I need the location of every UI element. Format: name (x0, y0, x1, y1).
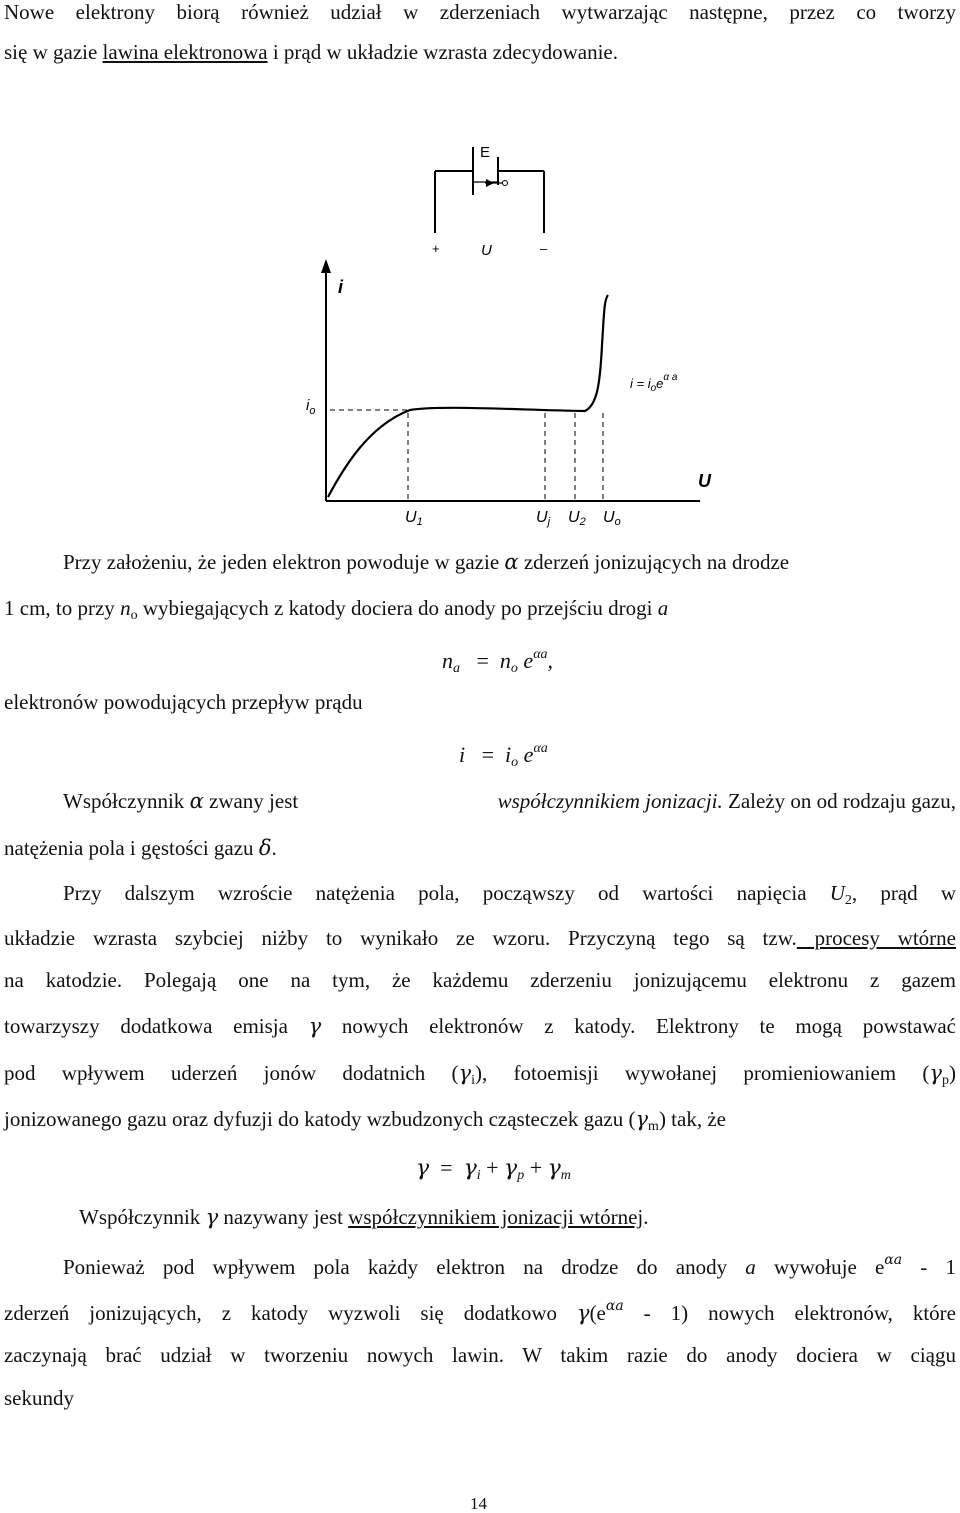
para2: elektronów powodujących przepływ prądu (4, 690, 363, 714)
para6-line-2: zderzeń jonizujących, z katody wyzwoli się dodatkowo $\gamma(e^{\alpha a} - 1)$ nowych elektronów, które (4, 1298, 956, 1325)
avalanche-current-figure (0, 135, 960, 535)
source-label: E (480, 144, 491, 161)
voltage-label: U (481, 242, 492, 259)
equation-gamma: $\gamma = \gamma_i + \gamma_p + \gamma_m$ (416, 1155, 571, 1183)
para3-line-1b: współczynnikiem jonizacji. Zależy on od rodzaju gazu, (497, 789, 956, 813)
para4-line-5: pod wpływem uderzeń jonów dodatnich $(\gamma_i)$, fotoemisji wywołanej promieniowaniem $(\gamma_p)$ (4, 1061, 956, 1088)
y-axis-label: i (338, 277, 344, 297)
x-axis-label: U (698, 471, 711, 491)
intro-line-2: się w gazie lawina elektronowa i prąd w układzie wzrasta zdecydowanie. (4, 40, 619, 64)
link-lawina-elektronowa[interactable]: lawina elektronowa (102, 40, 268, 64)
current-voltage-curve (328, 295, 608, 497)
formula-label: $i = i_oe^{\alpha a}$ (630, 372, 678, 394)
slider-arrowhead (486, 179, 494, 187)
link-procesy-wtorne[interactable]: procesy wtórne (796, 926, 956, 950)
para3-line-1a: Współczynnik α zwany jest (63, 789, 299, 813)
tick-uj: Uj (536, 509, 551, 528)
page-number: 14 (470, 1494, 487, 1513)
plus-label: + (432, 241, 440, 256)
para6-line-3: zaczynają brać udział w tworzeniu nowych lawin. W takim razie do anody dociera w ciągu (4, 1343, 956, 1367)
para1-line-1: Przy założeniu, że jeden elektron powoduje w gazie α zderzeń jonizujących na drodze (63, 550, 790, 574)
para1-line-2: 1 cm, to przy $n_o$ wybiegających z katody dociera do anody po przejściu drogi a (4, 596, 669, 623)
intro-line-1: Nowe elektrony biorą również udział w zderzeniach wytwarzając następne, przez co tworzy (4, 0, 956, 24)
slider-contact (503, 181, 508, 186)
y-axis-arrow (321, 259, 331, 273)
para4-line-6: jonizowanego gazu oraz dyfuzji do katody wzbudzonych cząsteczek gazu $(\gamma_m)$ tak, że (4, 1107, 726, 1134)
para4-line-3: na katodzie. Polegają one na tym, że każdemu zderzeniu jonizującemu elektronu z gazem (4, 968, 956, 992)
para6-line-1: Ponieważ pod wpływem pola każdy elektron na drodze do anody a wywołuje $e^{\alpha a} - 1$ (63, 1252, 956, 1279)
link-wspolczynnik-jonizacji-wtornej[interactable]: współczynnikiem jonizacji wtórnej (348, 1205, 644, 1229)
tick-u1: U1 (405, 509, 423, 528)
equation-i: i = $i_o$ $e^{\alpha a}$ (459, 741, 548, 770)
para4-line-4: towarzyszy dodatkowa emisja γ nowych elektronów z katody. Elektrony te mogą powstawać (4, 1014, 956, 1038)
para4-line-2: układzie wzrasta szybciej niżby to wynikało ze wzoru. Przyczyną tego są tzw. procesy wtórne (4, 926, 956, 950)
alpha-symbol: α (504, 550, 519, 574)
equation-na: $n_a$ = $n_o$ $e^{\alpha a}$, (442, 647, 554, 676)
minus-label: – (540, 241, 548, 256)
tick-u2: U2 (568, 509, 586, 528)
para3-line-2: natężenia pola i gęstości gazu δ. (4, 836, 277, 860)
tick-uo: Uo (603, 509, 621, 528)
para6-line-4: sekundy (4, 1386, 74, 1410)
io-label: $i_o$ (306, 397, 316, 417)
para4-line-1: Przy dalszym wzroście natężenia pola, począwszy od wartości napięcia $U_2$, prąd w (63, 881, 957, 908)
para5: Współczynnik γ nazywany jest współczynnikiem jonizacji wtórnej. (79, 1205, 649, 1229)
